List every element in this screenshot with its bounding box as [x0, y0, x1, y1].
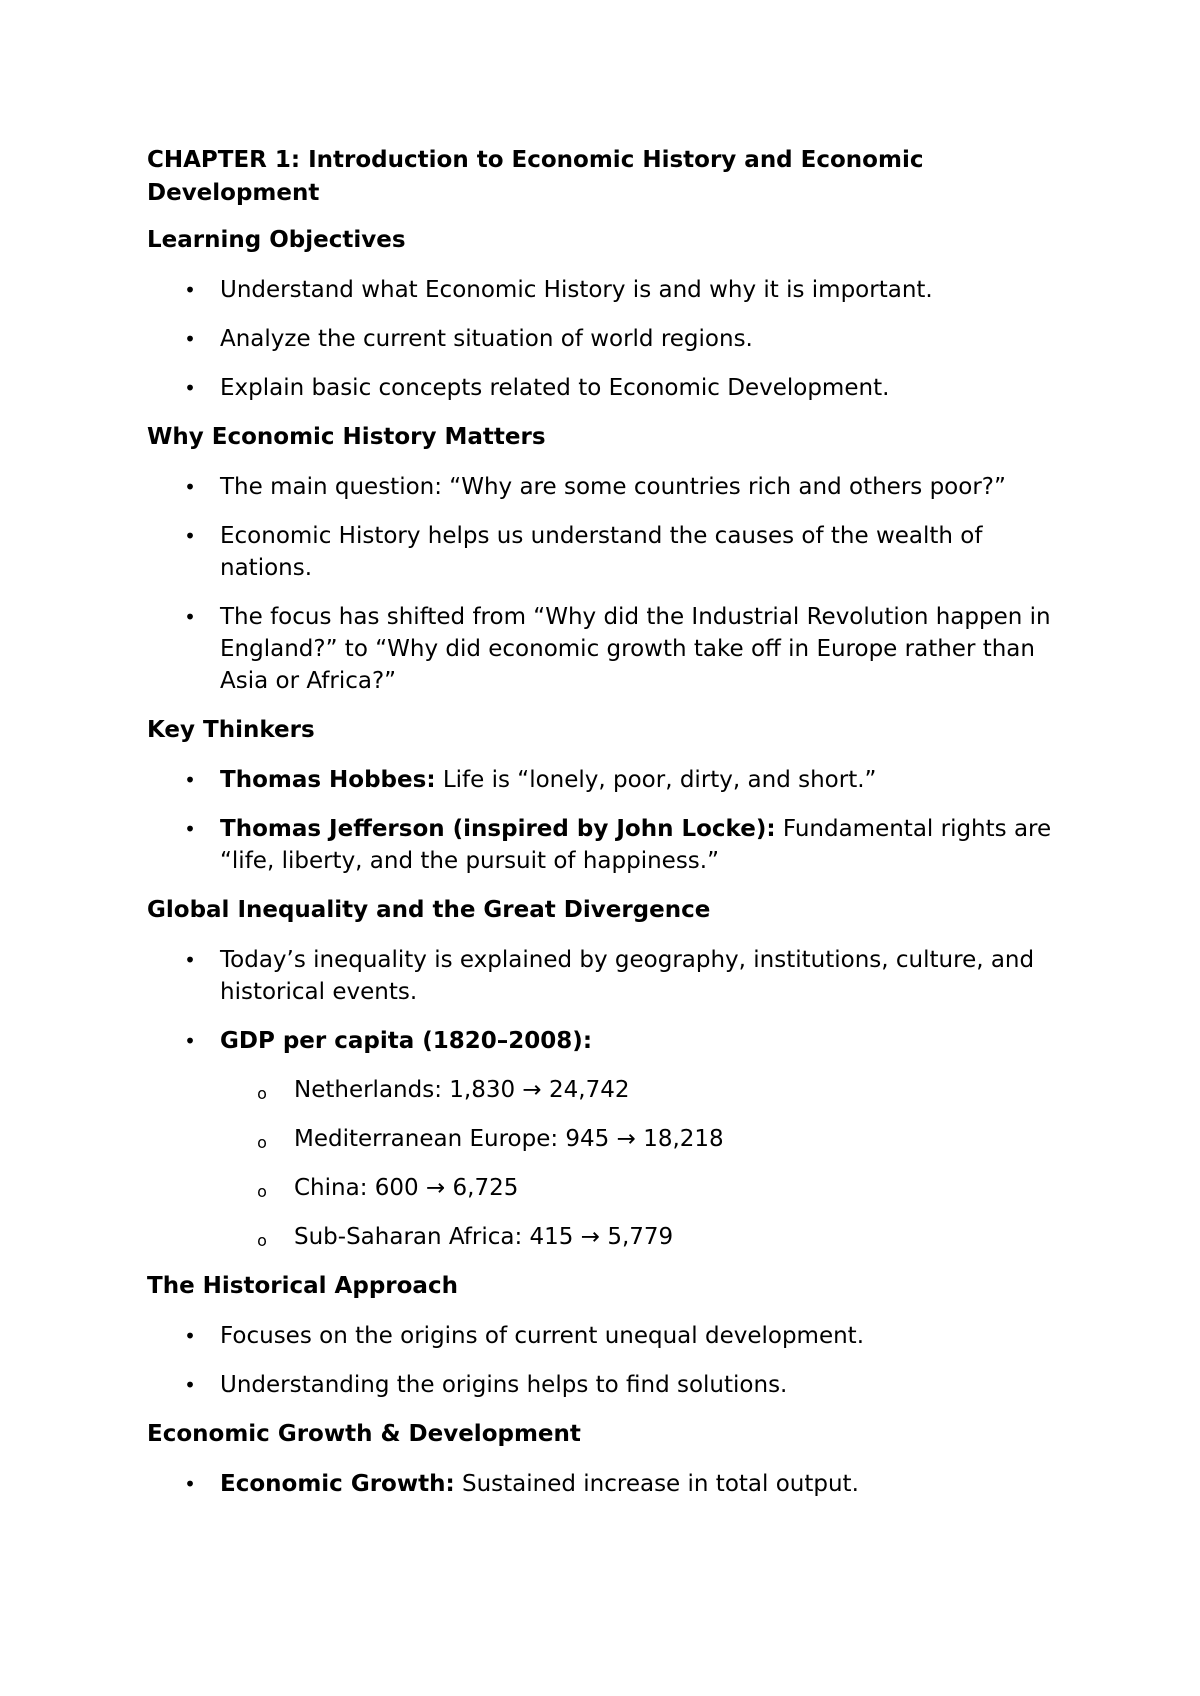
- section-heading-learning-objectives: Learning Objectives: [147, 227, 406, 253]
- list-item: o Sub-Saharan Africa: 415 → 5,779: [147, 1221, 1067, 1253]
- list-item: • Understanding the origins helps to find solutions.: [147, 1369, 1067, 1401]
- list-item: o Netherlands: 1,830 → 24,742: [147, 1074, 1067, 1106]
- list-growth-development: [147, 1468, 1067, 1500]
- section-heading-historical-approach: The Historical Approach: [147, 1273, 458, 1299]
- bullet-icon: •: [184, 1373, 196, 1397]
- bullet-icon: •: [184, 524, 196, 548]
- circle-bullet-icon: o: [257, 1231, 267, 1250]
- list-global-inequality: [147, 944, 1067, 1057]
- list-item: [147, 1025, 1067, 1057]
- list-item: • Economic Growth: Sustained increase in total output.: [147, 1468, 1067, 1500]
- bullet-icon: •: [184, 1472, 196, 1496]
- list-item: • The focus has shifted from “Why did the Industrial Revolution happen in England?” to “Why did economic growth take off in Europe rather than Asia or Africa?”: [147, 601, 1067, 697]
- bullet-icon: •: [184, 475, 196, 499]
- section-heading-global-inequality: Global Inequality and the Great Divergence: [147, 897, 711, 923]
- bullet-icon: •: [184, 376, 196, 400]
- bullet-icon: •: [184, 768, 196, 792]
- bullet-icon: •: [184, 1324, 196, 1348]
- bullet-icon: •: [184, 948, 196, 972]
- list-key-thinkers: [147, 764, 1067, 877]
- section-heading-why-matters: Why Economic History Matters: [147, 424, 546, 450]
- list-historical-approach: [147, 1320, 1067, 1401]
- thinker-name: Thomas Jefferson (inspired by John Locke):: [220, 816, 776, 842]
- circle-bullet-icon: o: [257, 1182, 267, 1201]
- list-why-matters: [147, 471, 1067, 697]
- circle-bullet-icon: o: [257, 1084, 267, 1103]
- list-item: • Economic History helps us understand the causes of the wealth of nations.: [147, 520, 1067, 584]
- list-item: • Understand what Economic History is and why it is important.: [147, 274, 1067, 306]
- term-label: Economic Growth:: [220, 1471, 455, 1497]
- list-gdp-per-capita: [147, 1074, 1067, 1253]
- section-heading-growth-development: Economic Growth & Development: [147, 1421, 581, 1447]
- bullet-icon: •: [184, 605, 196, 629]
- list-item: • Analyze the current situation of world regions.: [147, 323, 1067, 355]
- bullet-icon: •: [184, 278, 196, 302]
- bullet-icon: •: [184, 327, 196, 351]
- circle-bullet-icon: o: [257, 1133, 267, 1152]
- list-item: • The main question: “Why are some countries rich and others poor?”: [147, 471, 1067, 503]
- list-item: o Mediterranean Europe: 945 → 18,218: [147, 1123, 1067, 1155]
- list-item: • Focuses on the origins of current unequal development.: [147, 1320, 1067, 1352]
- section-heading-key-thinkers: Key Thinkers: [147, 717, 315, 743]
- chapter-title: CHAPTER 1: Introduction to Economic History and Economic Development: [147, 147, 924, 206]
- bullet-icon: •: [184, 1029, 196, 1053]
- list-learning-objectives: [147, 274, 1067, 404]
- bullet-icon: •: [184, 817, 196, 841]
- list-item: • Thomas Hobbes: Life is “lonely, poor, dirty, and short.”: [147, 764, 1067, 796]
- list-item: • Explain basic concepts related to Economic Development.: [147, 372, 1067, 404]
- thinker-name: Thomas Hobbes:: [220, 767, 436, 793]
- document-page: [147, 144, 1067, 1517]
- list-item: o China: 600 → 6,725: [147, 1172, 1067, 1204]
- list-item: • Thomas Jefferson (inspired by John Locke): Fundamental rights are “life, liberty, and the pursuit of happiness.”: [147, 813, 1067, 877]
- list-item: • Today’s inequality is explained by geography, institutions, culture, and historical events.: [147, 944, 1067, 1008]
- gdp-label: GDP per capita (1820–2008):: [220, 1028, 593, 1054]
